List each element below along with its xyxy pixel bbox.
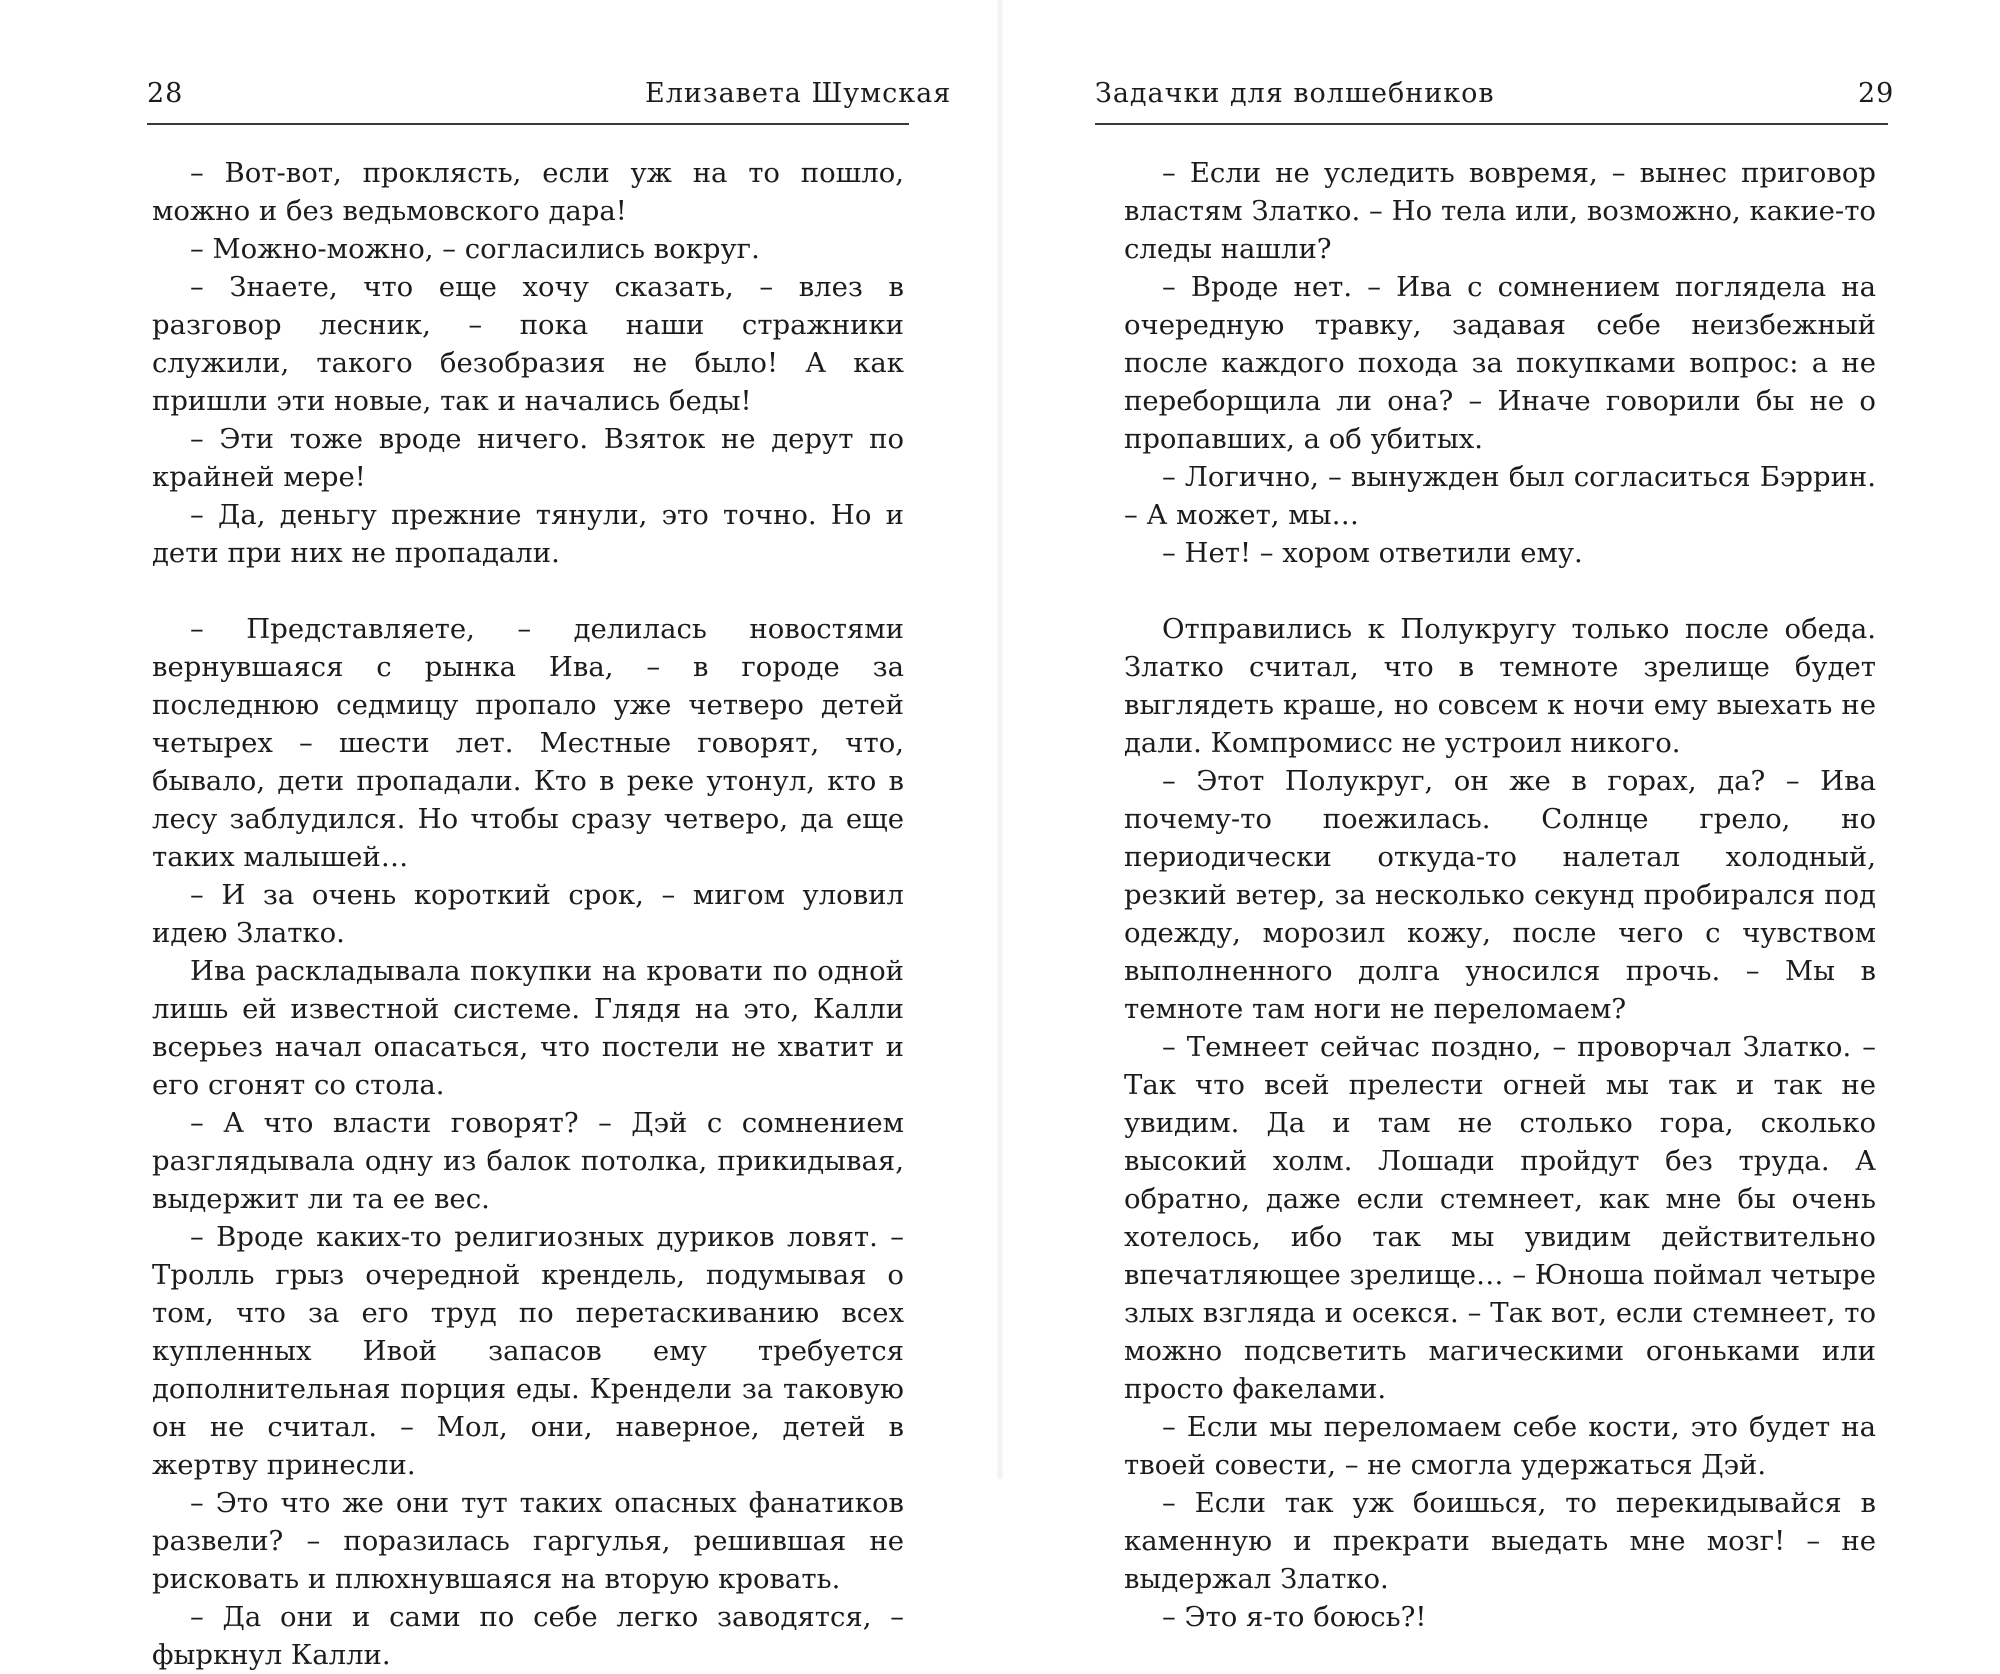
page-body xyxy=(152,154,904,1674)
paragraph: – Если мы переломаем себе кости, это будет на твоей совести, – не смогла удержаться Дэй. xyxy=(1124,1411,1876,1481)
running-head-title: Задачки для волшебников xyxy=(1095,78,1495,109)
paragraph: Отправились к Полукругу только после обеда. Златко считал, что в темноте зрелище будет выглядеть краше, но совсем к ночи ему выехать не дали. Компромисс не устроил никого. xyxy=(1124,613,1876,759)
paragraph: – Можно-можно, – согласились вокруг. xyxy=(190,233,760,265)
paragraph: – Нет! – хором ответили ему. xyxy=(1162,537,1583,569)
paragraph: Ива раскладывала покупки на кровати по одной лишь ей известной системе. Глядя на это, Калли всерьез начал опасаться, что постели не хватит и его сгонят со стола. xyxy=(152,955,904,1101)
paragraph: – Да они и сами по себе легко заводятся, – фыркнул Калли. xyxy=(152,1601,904,1671)
paragraph: – Вроде нет. – Ива с сомнением поглядела на очередную травку, задавая себе неизбежный после каждого похода за покупками вопрос: а не переборщила ли она? – Иначе говорили бы не о пропавших, а об убитых. xyxy=(1124,271,1876,455)
paragraph: – Если так уж боишься, то перекидывайся в каменную и прекрати выедать мне мозг! – не выдержал Златко. xyxy=(1124,1487,1876,1595)
left-page xyxy=(0,0,1000,1671)
paragraph: – Да, деньгу прежние тянули, это точно. Но и дети при них не пропадали. xyxy=(152,499,904,569)
paragraph: – Вроде каких-то религиозных дуриков ловят. – Тролль грыз очередной крендель, подумывая о том, что за его труд по перетаскиванию всех купленных Ивой запасов ему требуется дополнительная порция еды. Крендели за таковую он не считал. – Мол, они, наверное, детей в жертву принесли. xyxy=(152,1221,904,1481)
paragraph: – Этот Полукруг, он же в горах, да? – Ива почему-то поежилась. Солнце грело, но периодически откуда-то налетал холодный, резкий ветер, за несколько секунд пробирался под одежду, морозил кожу, после чего с чувством выполненного долга уносился прочь. – Мы в темноте там ноги не переломаем? xyxy=(1124,765,1876,1025)
paragraph: – Это что же они тут таких опасных фанатиков развели? – поразилась гаргулья, решившая не рисковать и плюхнувшаяся на вторую кровать. xyxy=(152,1487,904,1595)
paragraph: – И за очень короткий срок, – мигом уловил идею Златко. xyxy=(152,879,904,949)
running-head-author: Елизавета Шумская xyxy=(645,78,952,109)
paragraph: – Эти тоже вроде ничего. Взяток не дерут по крайней мере! xyxy=(152,423,904,493)
header-rule xyxy=(147,123,909,125)
paragraph: – А что власти говорят? – Дэй с сомнением разглядывала одну из балок потолка, прикидывая, выдержит ли та ее вес. xyxy=(152,1107,904,1215)
paragraph: – Логично, – вынужден был согласиться Бэррин. – А может, мы… xyxy=(1124,461,1876,531)
page-number: 29 xyxy=(1858,78,1895,109)
header-rule xyxy=(1095,123,1888,125)
page-body xyxy=(1124,154,1876,1636)
paragraph: – Если не уследить вовремя, – вынес приговор властям Златко. – Но тела или, возможно, какие-то следы нашли? xyxy=(1124,157,1876,265)
paragraph: – Знаете, что еще хочу сказать, – влез в разговор лесник, – пока наши стражники служили, такого безобразия не было! А как пришли эти новые, так и начались беды! xyxy=(152,271,904,417)
right-page xyxy=(1000,0,2000,1633)
section-break xyxy=(1124,572,1876,610)
page-number: 28 xyxy=(147,78,184,109)
paragraph: – Вот-вот, проклясть, если уж на то пошло, можно и без ведьмовского дара! xyxy=(152,157,904,227)
paragraph: – Представляете, – делилась новостями вернувшаяся с рынка Ива, – в городе за последнюю седмицу пропало уже четверо детей четырех – шести лет. Местные говорят, что, бывало, дети пропадали. Кто в реке утонул, кто в лесу заблудился. Но чтобы сразу четверо, да еще таких малышей… xyxy=(152,613,904,873)
section-break xyxy=(152,572,904,610)
paragraph: – Это я-то боюсь?! xyxy=(1162,1601,1427,1633)
paragraph: – Темнеет сейчас поздно, – проворчал Златко. – Так что всей прелести огней мы так и так не увидим. Да и там не столько гора, сколько высокий холм. Лошади пройдут без труда. А обратно, даже если стемнеет, как мне бы очень хотелось, ибо так мы увидим действительно впечатляющее зрелище… – Юноша поймал четыре злых взгляда и осекся. – Так вот, если стемнеет, то можно подсветить магическими огоньками или просто факелами. xyxy=(1124,1031,1876,1405)
